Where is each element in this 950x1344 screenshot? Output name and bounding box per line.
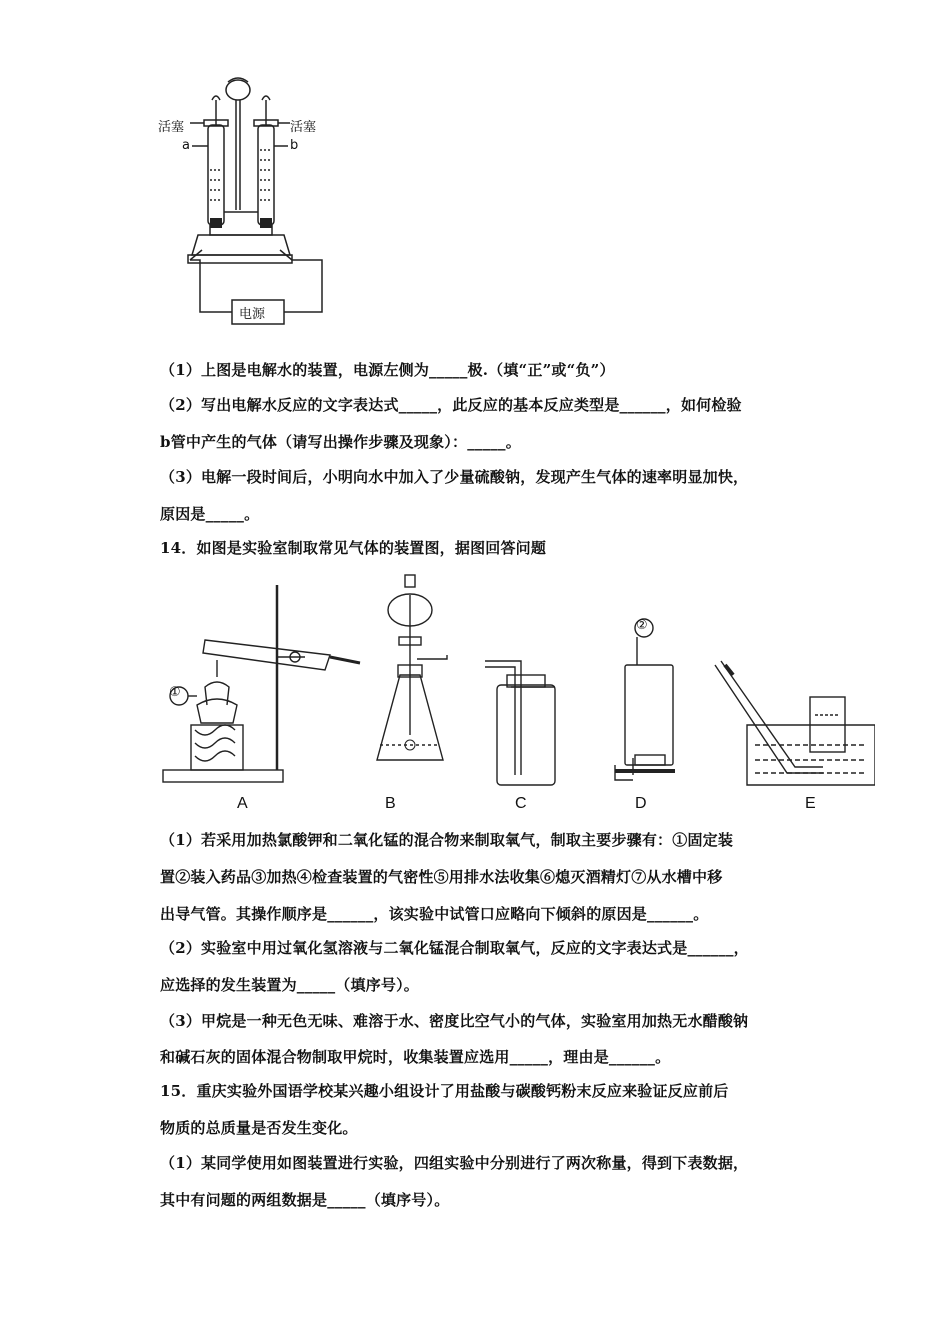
q15-line2: 物质的总质量是否发生变化。 <box>160 1119 358 1137</box>
apparatus-label-e: E <box>805 795 816 812</box>
power-supply-label: 电源 <box>239 307 266 322</box>
gas-apparatus-drawing <box>155 565 875 820</box>
stopcock-left-label: 活塞 <box>158 120 185 135</box>
q14-line1: （1）若采用加热氯酸钾和二氧化锰的混合物来制取氧气，制取主要步骤有：①固定装 <box>160 831 734 849</box>
q13-line3: b管中产生的气体（请写出操作步骤及现象）：_____。 <box>160 433 521 451</box>
apparatus-label-b: B <box>385 795 396 812</box>
electrolysis-apparatus-drawing <box>150 70 350 330</box>
marker-circled-2: ② <box>636 618 648 633</box>
tube-b-label: b <box>290 138 299 153</box>
q15-line4: 其中有问题的两组数据是_____（填序号）。 <box>160 1191 450 1209</box>
gas-apparatus-figure <box>155 565 875 820</box>
tube-a-label: a <box>182 138 190 153</box>
q15-line1: 15．重庆实验外国语学校某兴趣小组设计了用盐酸与碳酸钙粉末反应来验证反应前后 <box>160 1082 729 1100</box>
q14-line4: （2）实验室中用过氧化氢溶液与二氧化锰混合制取氧气，反应的文字表达式是______， <box>160 939 749 957</box>
q13-line4: （3）电解一段时间后，小明向水中加入了少量硫酸钠，发现产生气体的速率明显加快， <box>160 468 749 486</box>
q15-line3: （1）某同学使用如图装置进行实验，四组实验中分别进行了两次称量，得到下表数据， <box>160 1154 749 1172</box>
electrolysis-figure <box>150 70 350 330</box>
apparatus-label-a: A <box>237 795 248 812</box>
marker-circled-1: ① <box>169 685 181 700</box>
q14-title: 14．如图是实验室制取常见气体的装置图，据图回答问题 <box>160 539 547 557</box>
q14-line6: （3）甲烷是一种无色无味、难溶于水、密度比空气小的气体，实验室用加热无水醋酸钠 <box>160 1012 749 1030</box>
q13-line2: （2）写出电解水反应的文字表达式_____，此反应的基本反应类型是______，如何检验 <box>160 396 742 414</box>
apparatus-label-c: C <box>515 795 527 812</box>
q14-line3: 出导气管。其操作顺序是______，该实验中试管口应略向下倾斜的原因是______。 <box>160 905 709 923</box>
q13-line5: 原因是_____。 <box>160 505 260 523</box>
q13-line1: （1）上图是电解水的装置，电源左侧为_____极.（填“正”或“负”） <box>160 361 615 379</box>
q14-line2: 置②装入药品③加热④检查装置的气密性⑤用排水法收集⑥熄灭酒精灯⑦从水槽中移 <box>160 868 723 886</box>
q14-line5: 应选择的发生装置为_____（填序号）。 <box>160 976 420 994</box>
stopcock-right-label: 活塞 <box>290 120 317 135</box>
apparatus-label-d: D <box>635 795 647 812</box>
q14-line7: 和碱石灰的固体混合物制取甲烷时，收集装置应选用_____，理由是______。 <box>160 1048 671 1066</box>
